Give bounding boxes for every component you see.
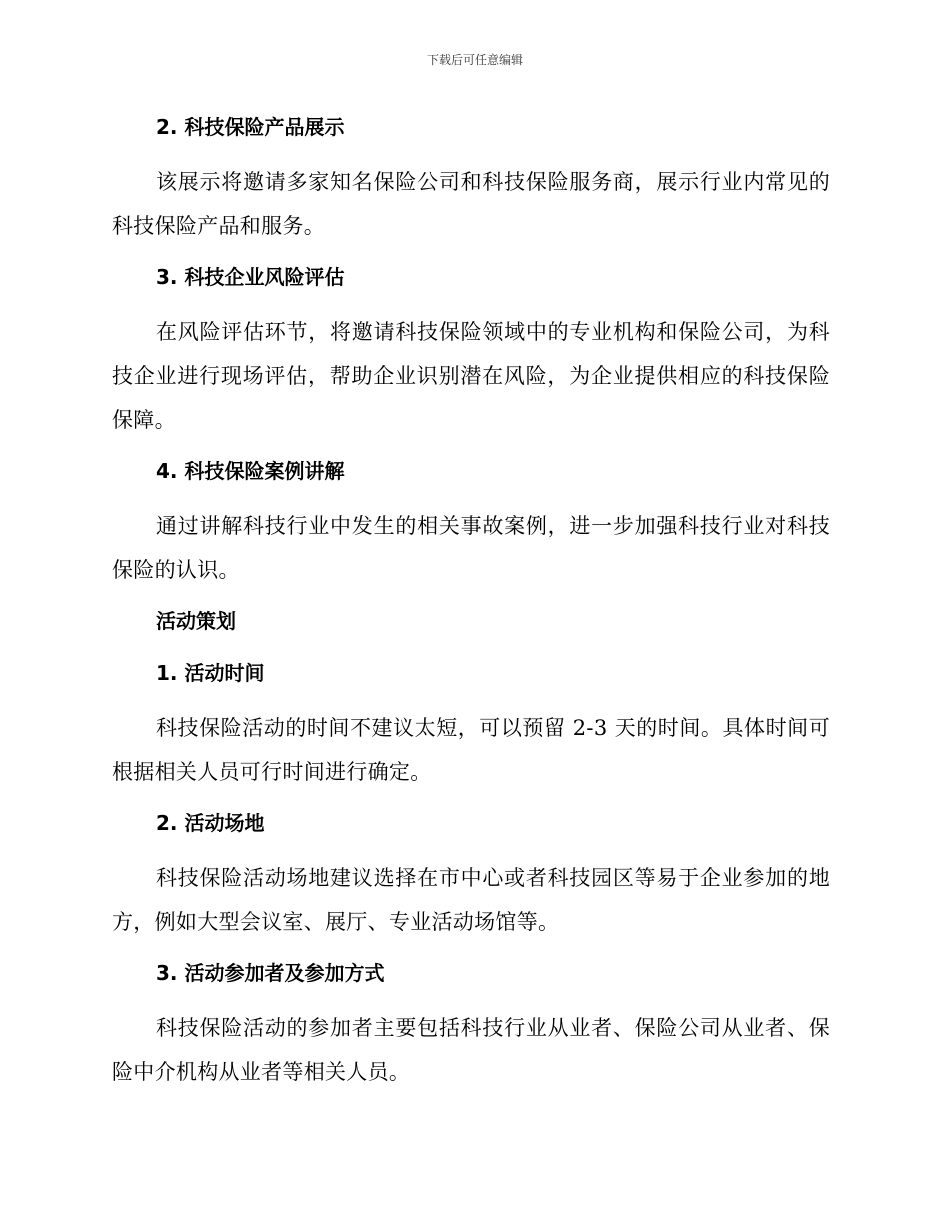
header-note: 下载后可任意编辑	[426, 53, 523, 67]
section-heading-case-study: 4. 科技保险案例讲解	[156, 459, 345, 483]
paragraph-event-venue: 科技保险活动场地建议选择在市中心或者科技园区等易于企业参加的地方，例如大型会议室、展厅、专业活动场馆等。	[112, 866, 830, 934]
paragraph-event-time: 科技保险活动的时间不建议太短，可以预留 2-3 天的时间。具体时间可根据相关人员可行时间进行确定。	[112, 716, 830, 784]
section-heading-event-planning: 活动策划	[156, 609, 236, 633]
paragraph-participants: 科技保险活动的参加者主要包括科技行业从业者、保险公司从业者、保险中介机构从业者等相关人员。	[112, 1016, 830, 1084]
section-heading-event-venue: 2. 活动场地	[156, 811, 265, 835]
document-body	[112, 108, 830, 1104]
section-heading-participants: 3. 活动参加者及参加方式	[156, 961, 385, 985]
paragraph-risk-assessment: 在风险评估环节，将邀请科技保险领域中的专业机构和保险公司，为科技企业进行现场评估，帮助企业识别潜在风险，为企业提供相应的科技保险保障。	[112, 320, 830, 432]
paragraph-product-showcase: 该展示将邀请多家知名保险公司和科技保险服务商，展示行业内常见的科技保险产品和服务。	[112, 170, 830, 238]
section-heading-product-showcase: 2. 科技保险产品展示	[156, 115, 345, 139]
section-heading-risk-assessment: 3. 科技企业风险评估	[156, 265, 345, 289]
section-heading-event-time: 1. 活动时间	[156, 661, 265, 685]
paragraph-case-study: 通过讲解科技行业中发生的相关事故案例，进一步加强科技行业对科技保险的认识。	[112, 514, 830, 582]
